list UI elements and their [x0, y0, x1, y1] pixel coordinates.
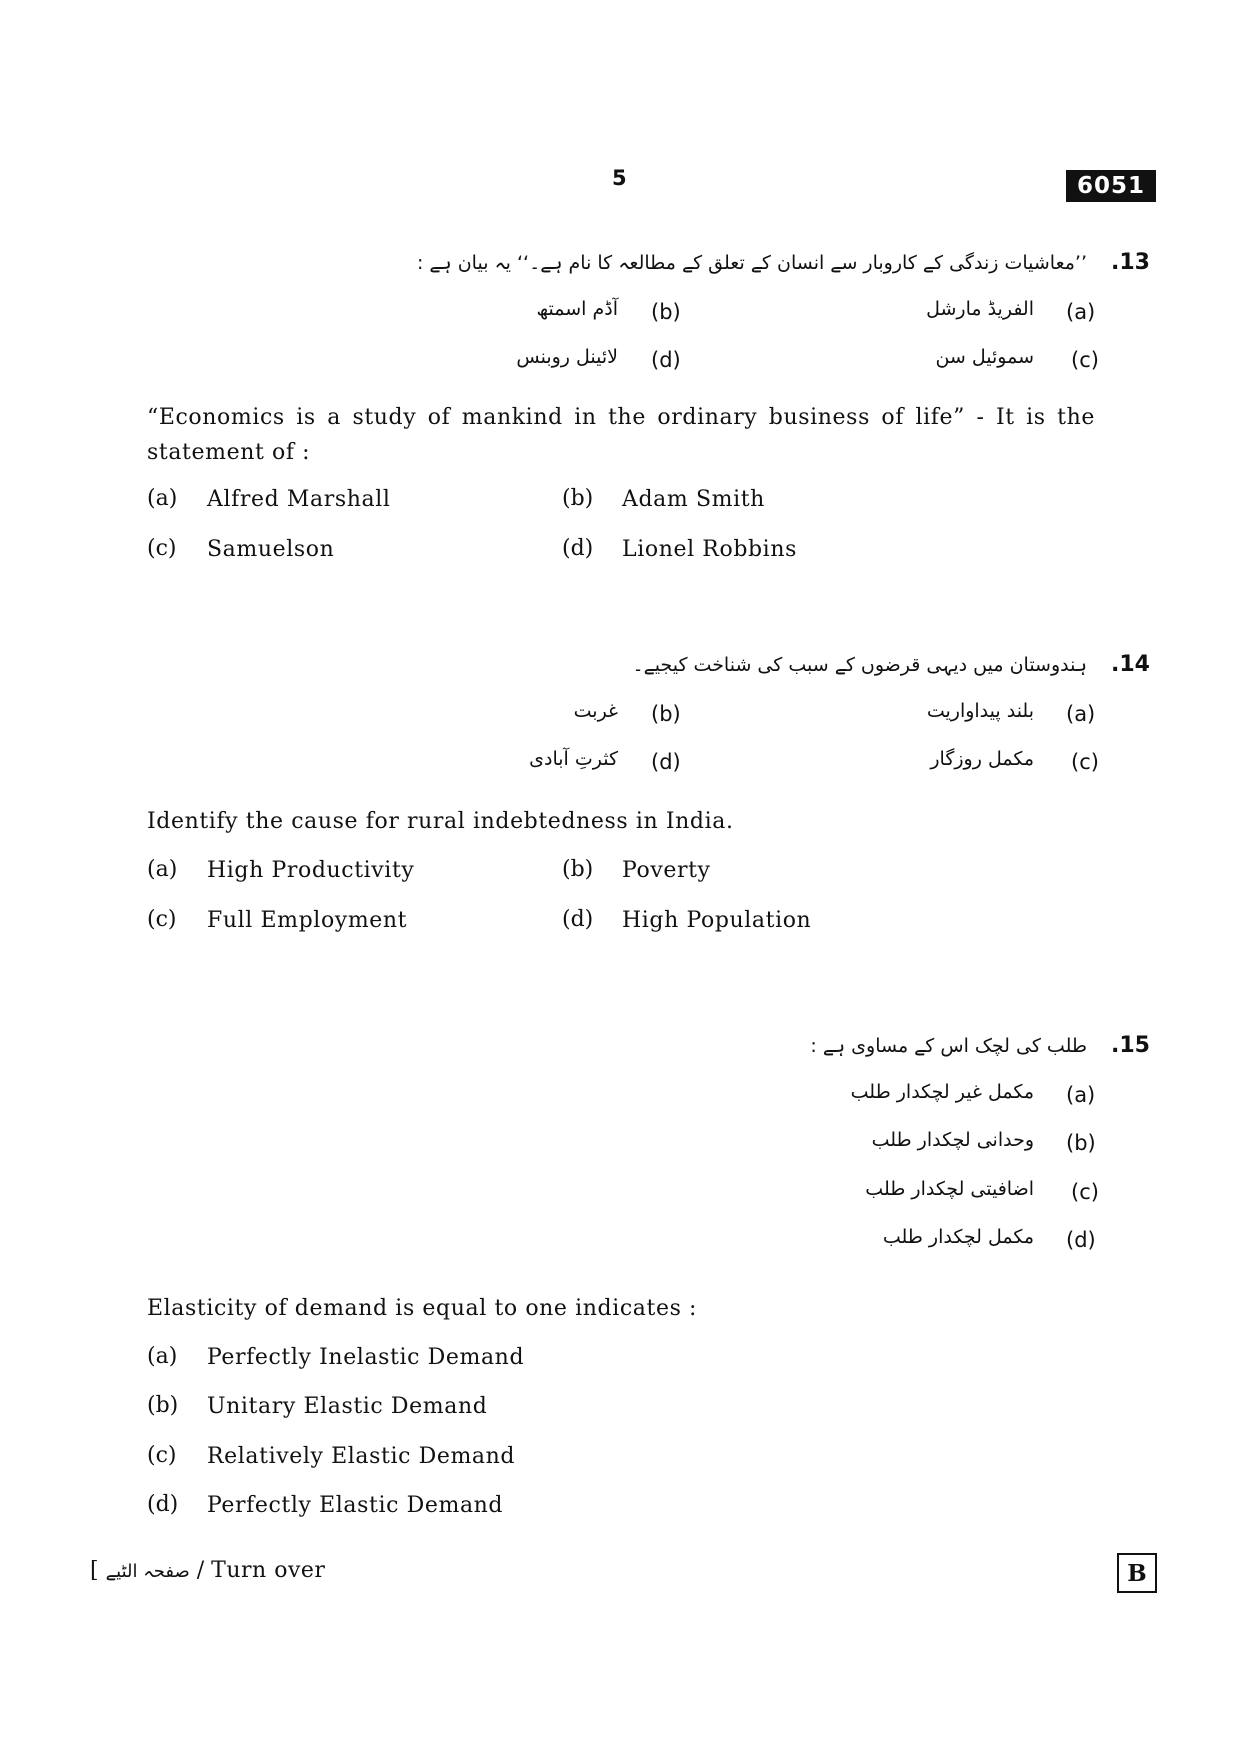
q15-urdu-option-c: اضافیتی لچکدار طلب — [865, 1178, 1034, 1200]
q14-option-d: High Population — [622, 908, 812, 933]
q15-urdu-option-d: مکمل لچکدار طلب — [882, 1226, 1034, 1248]
q15-option-c: Relatively Elastic Demand — [207, 1444, 516, 1469]
q14-urdu-option-d-label: (d) — [651, 750, 681, 774]
q15-option-a: Perfectly Inelastic Demand — [207, 1345, 525, 1370]
paper-code-badge: 6051 — [1066, 170, 1156, 202]
q13-urdu-option-c: سموئیل سن — [935, 346, 1034, 368]
q13-option-d-label: (d) — [562, 536, 594, 561]
q15-urdu-option-b-label: (b) — [1066, 1131, 1096, 1155]
q15-option-a-label: (a) — [147, 1344, 178, 1369]
q14-option-a: High Productivity — [207, 858, 415, 883]
q13-urdu-option-d-label: (d) — [651, 348, 681, 372]
q15-option-c-label: (c) — [147, 1443, 177, 1468]
q13-option-d: Lionel Robbins — [622, 537, 797, 562]
turn-over-note — [90, 1558, 325, 1583]
question-14-urdu-text: ہندوستان میں دیہی قرضوں کے سبب کی شناخت کیجیے۔ — [632, 654, 1087, 676]
footer-bracket: [ — [90, 1558, 99, 1583]
q14-option-b-label: (b) — [562, 857, 594, 882]
q15-option-d-label: (d) — [147, 1492, 179, 1517]
q13-option-a-label: (a) — [147, 486, 178, 511]
question-13-number: .13 — [1111, 250, 1150, 275]
q14-option-c: Full Employment — [207, 908, 408, 933]
question-13-english-text: “Economics is a study of mankind in the ordinary business of life” - It is the statement of : — [147, 405, 1095, 465]
q13-option-b: Adam Smith — [622, 487, 765, 512]
q14-urdu-option-b-label: (b) — [651, 702, 681, 726]
q14-urdu-option-c-label: (c) — [1071, 750, 1099, 774]
q13-option-c: Samuelson — [207, 537, 335, 562]
q13-urdu-option-b-label: (b) — [651, 300, 681, 324]
q14-option-d-label: (d) — [562, 907, 594, 932]
q15-urdu-option-b: وحدانی لچکدار طلب — [871, 1129, 1034, 1151]
q14-option-c-label: (c) — [147, 907, 177, 932]
q15-urdu-option-c-label: (c) — [1071, 1180, 1099, 1204]
q14-urdu-option-c: مکمل روزگار — [930, 748, 1034, 770]
q13-urdu-option-c-label: (c) — [1071, 348, 1099, 372]
q15-option-b-label: (b) — [147, 1393, 179, 1418]
q15-urdu-option-a-label: (a) — [1066, 1083, 1096, 1107]
question-15-english-text: Elasticity of demand is equal to one indicates : — [147, 1296, 698, 1321]
q14-option-a-label: (a) — [147, 857, 178, 882]
q15-urdu-option-d-label: (d) — [1066, 1228, 1096, 1252]
q13-urdu-option-b: آڈم اسمتھ — [536, 298, 618, 320]
q14-urdu-option-b: غربت — [573, 700, 618, 722]
q13-urdu-option-a: الفریڈ مارشل — [926, 298, 1034, 320]
question-14-number: .14 — [1111, 652, 1150, 677]
page-number: 5 — [612, 166, 627, 190]
q15-option-d: Perfectly Elastic Demand — [207, 1493, 504, 1518]
q14-urdu-option-a-label: (a) — [1066, 702, 1096, 726]
q13-option-c-label: (c) — [147, 536, 177, 561]
question-15-number: .15 — [1111, 1033, 1150, 1058]
question-14-english-text: Identify the cause for rural indebtedness in India. — [147, 809, 734, 834]
question-13-urdu-text: ’’معاشیات زندگی کے کاروبار سے انسان کے تعلق کے مطالعہ کا نام ہے۔‘‘ یہ بیان ہے : — [416, 252, 1087, 274]
q13-urdu-option-a-label: (a) — [1066, 300, 1096, 324]
q13-option-a: Alfred Marshall — [207, 487, 391, 512]
footer-turn-over: / Turn over — [196, 1558, 326, 1583]
q13-option-b-label: (b) — [562, 486, 594, 511]
q13-urdu-option-d: لائینل روبنس — [516, 346, 618, 368]
q14-option-b: Poverty — [622, 858, 711, 883]
footer-urdu-turn: صفحہ الٹیے — [105, 1561, 190, 1582]
series-letter-box: B — [1117, 1553, 1157, 1593]
q15-option-b: Unitary Elastic Demand — [207, 1394, 488, 1419]
q15-urdu-option-a: مکمل غیر لچکدار طلب — [850, 1081, 1034, 1103]
question-15-urdu-text: طلب کی لچک اس کے مساوی ہے : — [810, 1035, 1087, 1057]
q14-urdu-option-a: بلند پیداواریت — [926, 700, 1034, 722]
q14-urdu-option-d: کثرتِ آبادی — [529, 748, 618, 770]
